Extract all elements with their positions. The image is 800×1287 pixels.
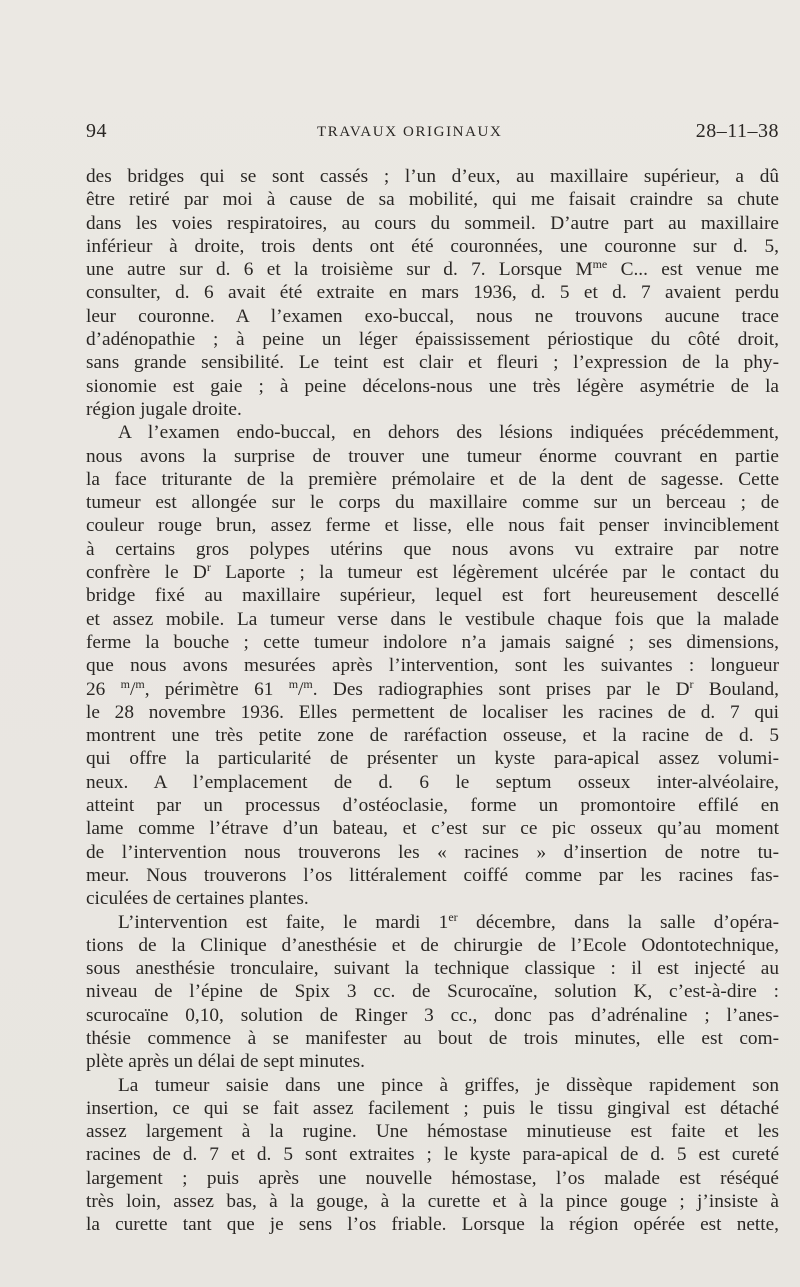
text-line: région jugale droite. bbox=[86, 398, 242, 420]
text-line: scurocaïne 0,10, solution de Ringer 3 cc., donc pas d’adrénaline ; l’anes- bbox=[86, 1004, 779, 1026]
text-line: sans grande sensibilité. Le teint est clair et fleuri ; l’expression de la phy- bbox=[86, 352, 779, 374]
text-line: meur. Nous trouverons l’os littéralement coiffé comme par les racines fas- bbox=[86, 864, 779, 886]
text-line: des bridges qui se sont cassés ; l’un d’eux, au maxillaire supérieur, a dû bbox=[86, 166, 779, 187]
text-line: ciculées de certaines plantes. bbox=[86, 888, 309, 910]
text-line: atteint par un processus d’ostéoclasie, forme un promontoire effilé en bbox=[86, 795, 779, 817]
text-line: leur couronne. A l’examen exo-buccal, nous ne trouvons aucune trace bbox=[86, 305, 779, 327]
text-line: A l’examen endo-buccal, en dehors des lésions indiquées précédemment, bbox=[118, 422, 779, 444]
text-line: assez largement à la rugine. Une hémostase minutieuse est faite et les bbox=[86, 1121, 779, 1143]
text-line: insertion, ce qui se fait assez facilement ; puis le tissu gingival est détaché bbox=[86, 1097, 779, 1119]
text-line: largement ; puis après une nouvelle hémostase, l’os malade est réséqué bbox=[86, 1167, 779, 1189]
text-line: sionomie est gaie ; à peine décelons-nous une très légère asymétrie de la bbox=[86, 375, 779, 397]
running-title: TRAVAUX ORIGINAUX bbox=[317, 124, 503, 140]
text-line: neux. A l’emplacement de d. 6 le septum osseux inter-alvéolaire, bbox=[86, 771, 779, 793]
text-line: thésie commence à se manifester au bout de trois minutes, elle est com- bbox=[86, 1027, 779, 1049]
body-text bbox=[86, 165, 779, 1237]
text-line: confrère le $D^r$ Laporte ; la tumeur est légèrement ulcérée par le contact du bbox=[86, 560, 779, 584]
text-line: montrent une très petite zone de raréfaction osseuse, et la racine de d. 5 bbox=[86, 725, 779, 747]
text-line: tions de la Clinique d’anesthésie et de chirurgie de l’Ecole Odontotechnique, bbox=[86, 934, 779, 956]
text-line: consulter, d. 6 avait été extraite en mars 1936, d. 5 et d. 7 avaient perdu bbox=[86, 282, 779, 304]
text-line: être retiré par moi à cause de sa mobilité, qui me faisait craindre sa chute bbox=[86, 189, 779, 211]
header-date: 28–11–38 bbox=[695, 120, 779, 142]
text-line: le 28 novembre 1936. Elles permettent de localiser les racines de d. 7 qui bbox=[86, 701, 779, 723]
page-number: 94 bbox=[86, 120, 107, 142]
text-line: à certains gros polypes utérins que nous avons vu extraire par notre bbox=[86, 538, 779, 560]
text-line: inférieur à droite, trois dents ont été couronnées, une couronne sur d. 5, bbox=[86, 235, 779, 257]
text-line: nous avons la surprise de trouver une tumeur énorme couvrant en partie bbox=[86, 445, 779, 467]
text-line: qui offre la particularité de présenter un kyste para-apical assez volumi- bbox=[86, 748, 779, 770]
text-line: 26 $^m$/$^m$, périmètre 61 $^m$/$^m$. Des radiographies sont prises par le $D^r$ Bouland, bbox=[86, 676, 780, 700]
text-line: niveau de l’épine de Spix 3 cc. de Scurocaïne, solution K, c’est-à-dire : bbox=[86, 981, 779, 1003]
text-line: sous anesthésie tronculaire, suivant la technique classique : il est injecté au bbox=[86, 958, 779, 980]
text-line: très loin, assez bas, à la gouge, à la curette et à la pince gouge ; j’insiste à bbox=[86, 1191, 779, 1213]
text-line: la curette tant que je sens l’os friable. Lorsque la région opérée est nette, bbox=[86, 1214, 779, 1236]
text-line: plète après un délai de sept minutes. bbox=[86, 1051, 365, 1073]
text-line: que nous avons mesurées après l’intervention, sont les suivantes : longueur bbox=[86, 655, 779, 677]
text-line: la face triturante de la première prémolaire et de la dent de sagesse. Cette bbox=[86, 468, 779, 490]
running-header bbox=[86, 120, 779, 150]
text-line: racines de d. 7 et d. 5 sont extraites ; le kyste para-apical de d. 5 est cureté bbox=[86, 1144, 779, 1166]
text-line: bridge fixé au maxillaire supérieur, lequel est fort heureusement descellé bbox=[86, 585, 779, 607]
text-line: L’intervention est faite, le mardi 1er décembre, dans la salle d’opéra- bbox=[118, 909, 780, 933]
text-line: dans les voies respiratoires, au cours du sommeil. D’autre part au maxillaire bbox=[86, 212, 779, 234]
text-line: couleur rouge brun, assez ferme et lisse, elle nous fait penser invinciblement bbox=[86, 515, 779, 537]
text-line: de l’intervention nous trouverons les « racines » d’insertion de notre tu- bbox=[86, 841, 779, 863]
text-line: lame comme l’étrave d’un bateau, et c’est sur ce pic osseux qu’au moment bbox=[86, 818, 779, 840]
text-line: tumeur est allongée sur le corps du maxillaire comme sur un berceau ; de bbox=[86, 492, 779, 514]
text-line: et assez mobile. La tumeur verse dans le vestibule chaque fois que la malade bbox=[86, 608, 779, 630]
text-line: une autre sur d. 6 et la troisième sur d. 7. Lorsque $M^{me}$ C... est venue me bbox=[86, 257, 779, 281]
text-line: d’adénopathie ; à peine un léger épaississement périostique du côté droit, bbox=[86, 329, 779, 351]
text-line: La tumeur saisie dans une pince à griffes, je dissèque rapidement son bbox=[118, 1074, 779, 1096]
text-line: ferme la bouche ; cette tumeur indolore n’a jamais saigné ; ses dimensions, bbox=[86, 631, 779, 653]
